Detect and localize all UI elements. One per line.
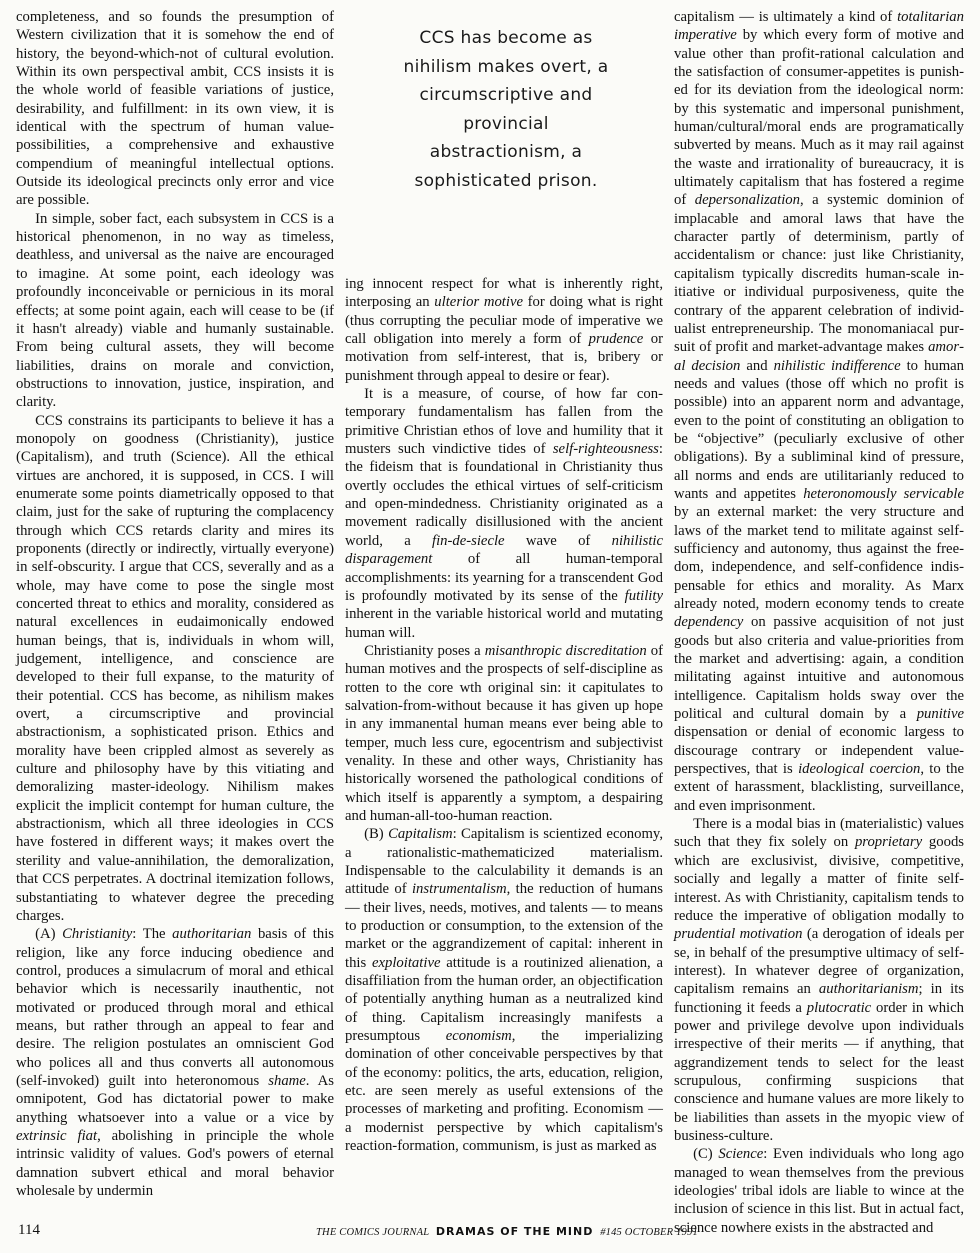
paragraph: CCS constrains its participants to believe it has a monopoly on goodness (Christianity), justice (Capitalism), and truth (Science). All the ethical virtues are anchored, it is supposed, in CCS. I will enumerate some points diametrically opposed to that claim, just for the sake of rupturing the complacency through which CCS retards clarity and mires its proponents (directly or indirectly, virtually everyone) in self-obscurity. I argue that CCS, severally and as a whole, may have come to pose the single most concerted threat to ethics and morality, considered as natural excellences in eudaimonically endowed human beings, that is, individuals in whom will, judgement, intelligence, and conscience are developed to their full expanse, to the maturity of their potential. CCS has become, as nihilism makes overt, a circumscriptive and provincial abstractionism, a sophisticated prison. Ethics and morality have been crippled almost as severely as culture and philosophy have by this vitiating and demoralizing master-ideology. Nihilism makes explicit the implicit contempt for human culture, the abstractionism, which all three ideologies in CCS have fostered in different ways; it makes overt the sterility and value-annihilation, the demoralization, that CCS perpetrates. A doctrinal itemization follows, substantiating to whatever degree the preceding charges. [16, 412, 334, 924]
paragraph: (A) Christianity: The authoritarian basis of this religion, like any force inducing obedience and control, produces a simulacrum of moral and ethical behavior which is necessarily inauthentic, not motivated or produced through moral and ethical means, but rather through an appeal to fear and desire. The religion postulates an omniscient God who polices all and thus converts all autonomous (self-invoked) guilt into heteronomous shame. As omnipotent, God has dictatorial power to make anything whatsoever into a value or a vice by extrinsic fiat, abolishing in principle the whole intrinsic validity of values. God's powers of eternal damnation subvert ethical and moral behavior wholesale by undermin [16, 926, 334, 1199]
column-left [16, 8, 334, 1200]
column-right [674, 8, 964, 1237]
running-footer [316, 1225, 698, 1238]
issue-info: #145 OCTOBER 1991 [600, 1227, 698, 1238]
paragraph: completeness, and so founds the presumption of Western civilization that it is somehow the end of history, the beyond-which-not of cultural evolution. Within its own perspectival ambit, CCS insists it is the whole world of feasible variations of justice, desirability, and fulfillment: in its own view, it is identical with the spectrum of human value-possibilities, a comprehensive and exhaustive compendium of meaningful intellectual options. Outside its ideological precincts only error and vice are possible. [16, 9, 334, 209]
magazine-name: THE COMICS JOURNAL [316, 1227, 430, 1238]
page-number: 114 [18, 1222, 40, 1238]
paragraph: (B) Capitalism: Capitalism is scientized economy, a rationalistic-mathematicized materialism. Indispensable to the calculability it demands is an attitude of instrumentalism, the reduction of humans — their lives, needs, motives, and talents — to means to production or consumption, to the extension of the market or the aggrandizement of capital: inherent in this exploitative attitude is a routinized alienation, a disaffiliation from the human order, an objectification of potentially anything human as a neutralized kind of thing. Capitalism increasingly manifests a presumptous economism, the imperializing domination of other conceivable perspectives by that of the economy: politics, the arts, education, religion, etc. are seen merely as useful extensions of the processes of marketing and profiting. Economism — a modernist perspective by which capitalism's reaction-formation, communism, is just as marked as [345, 826, 663, 1155]
paragraph: (C) Science: Even individuals who long ago managed to wean themselves from the previous ideologies' tribal idols are liable to wince at the inclusion of science in this list. But in actual fact, science nowhere exists in the abstracted and [674, 1146, 965, 1236]
paragraph: ing innocent respect for what is inherently right, interposing an ulterior motive for doing what is right (thus corrupting the peculiar mode of imperative we call obligation into merely a form of prudence or motivation from self-interest, that is, bribery or punishment through appeal to desire or fear). [345, 276, 664, 384]
column-middle [345, 275, 663, 1156]
section-title: DRAMAS OF THE MIND [435, 1225, 594, 1238]
paragraph: In simple, sober fact, each subsystem in CCS is a historical phenomenon, in no way as timeless, deathless, and universal as the naive are encouraged to imagine. At some point, each ideology was profoundly inconceivable or pernicious in its moral effects; at some point again, each will cease to be (if it hasn't already) viable and humanly sustainable. From being cultural assets, they will become liabilities, drains on morale and conviction, obstructions to innovation, justice, inspiration, and clarity. [16, 210, 334, 411]
paragraph: There is a modal bias in (materialistic) values such that they fix solely on proprietary goods which are exclusivist, divisive, competitive, socially and legally a matter of finite self-interest. As with Christianity, capitalism tends to reduce the imperative of obligation modally to prudential motivation (a derogation of ideals per se, in behalf of the presumptive ultimacy of self-interest). In whatever degree of organization, capitalism remains an authoritarianism; in its functioning it feeds a plutocratic order in which power and privilege devolve upon individuals irrespective of their merits — if anything, that aggrandizement tends to select for the least scrupulous, confirming suspicions that conscience and humane values are more likely to be liabilities than assets in the myopic view of business-culture. [674, 816, 965, 1144]
paragraph: capitalism — is ultimately a kind of totalitarian imperative by which every form of motive and value other than profit-rational calculation and the satisfaction of consumer-appetites is punished for its deviation from the ideological norm: by this systematic and impersonal punishment, human/cultural/moral ends are programatically subverted by means. Much as it may rail against the waste and irrationality of bureaucracy, it is ultimately capitalism that has fostered a regime of depersonalization, a systemic dominion of implacable and amoral laws that have the character partly of determinism, partly of accidentalism or chance: just like Christianity, capitalism typically discredits human-scale initiative or individual purposiveness, quite the contrary of the apparent celebration of individualist entrepreneurship. The monomaniacal pursuit of profit and market-advantage makes amoral decision and nihilistic indifference to human needs and values (those off which no profit is possible) into an apparent norm and advantage, even to the point of constituting an obligation to be “objective” (peculiarly exclusive of other obligations). By a subliminal kind of pressure, all norms and ends are utilitarianly reduced to wants and appetites heteronomously servicable by an external market: the very structure and laws of the market tend to militate against self-sufficiency and autonomy, thus against the freedom, independence, and self-confidence indispensable for ethics and morality. As Marx already noted, modern economy tends to create dependency on passive acquisition of not just goods but also criteria and value-priorities from the market and advertising: again, a condition militating against intuitive and autonomous intelligence. Capitalism holds sway over the political and cultural domain by a punitive dispensation or denial of economic largess to discourage contrary or independent value-perspectives, that is ideological coercion, to the extent of harassment, blacklisting, surveillance, and even imprisonment. [674, 9, 964, 814]
page-footer [0, 1222, 980, 1246]
paragraph: It is a measure, of course, of how far contemporary fundamentalism has fallen from the primitive Christian ethos of love and humility that it musters such vindictive tides of self-righteousness: the fideism that is foundational in Christianity thus overtly occludes the ethical virtues of self-criticism and open-mindedness. Christianity originated as a movement radically disillusioned with the ancient world, a fin-de-siecle wave of nihilistic disparagement of all human-temporal accomplishments: its yearning for a transcendent God is profoundly motivated by its sense of the futility inherent in the variable historical world and mutating human will. [345, 386, 663, 641]
paragraph: Christianity poses a misanthropic discreditation of human motives and the prospects of self-discipline as rotten to the core wth original sin: it capitulates to salvation-from-without because it has given up hope in any immanental human means ever being able to temper, much less cure, egocentrism and subjectivist venality. In these and other ways, Christianity has historically worsened the pathological conditions of which itself is apparently a symptom, a despairing and human-all-too-human reaction. [345, 642, 663, 824]
pull-quote: CCS has become as nihilism makes overt, a circumscriptive and provincial abstractionism, a sophisticated prison. [403, 28, 609, 191]
